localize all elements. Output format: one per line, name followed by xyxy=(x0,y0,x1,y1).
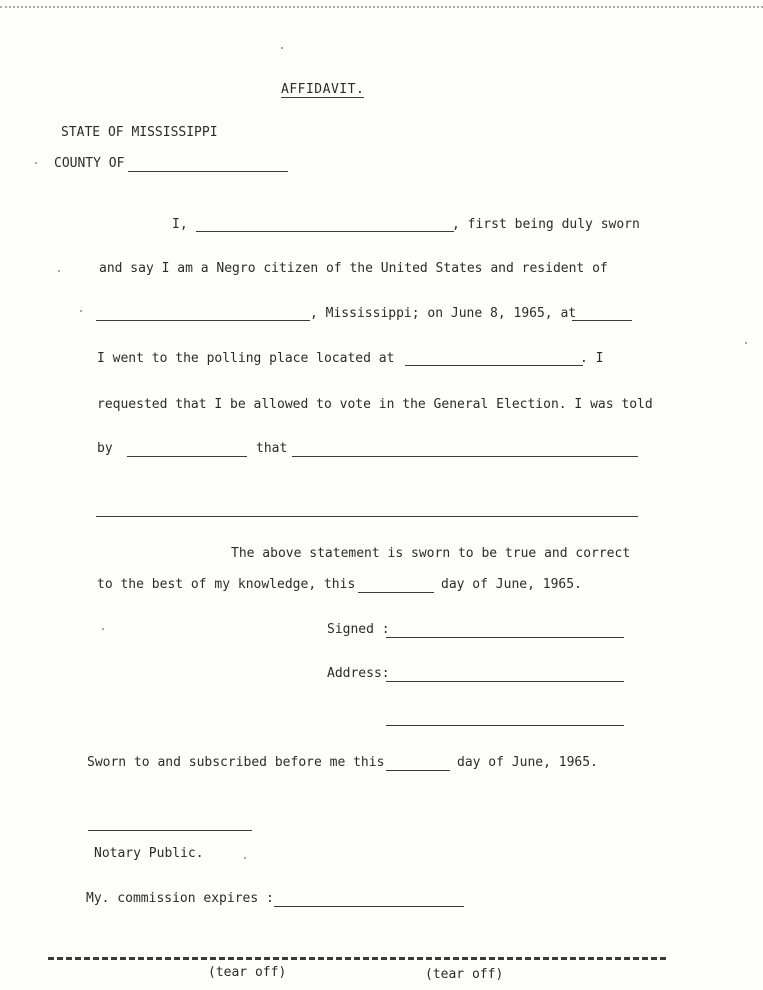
scan-speck xyxy=(35,162,37,164)
address-second-blank[interactable] xyxy=(386,725,624,726)
that-label: that xyxy=(256,441,288,456)
scan-speck xyxy=(244,857,246,859)
reason-continuation-blank[interactable] xyxy=(96,516,638,517)
state-label: STATE OF MISSISSIPPI xyxy=(61,125,218,140)
affiant-name-blank[interactable] xyxy=(196,231,454,232)
polling-place-clause: I went to the polling place located at xyxy=(97,351,395,366)
tear-off-right-label: (tear off) xyxy=(425,967,504,982)
residence-date-clause: , Mississippi; on June 8, 1965, at xyxy=(310,306,577,321)
scan-speck xyxy=(80,310,82,312)
reason-blank[interactable] xyxy=(292,456,638,457)
request-statement: requested that I be allowed to vote in the General Election. I was told xyxy=(97,397,653,412)
sworn-clause: , first being duly sworn xyxy=(452,217,640,232)
scan-speck xyxy=(58,270,60,272)
sworn-date-suffix: day of June, 1965. xyxy=(457,755,598,770)
residence-county-blank[interactable] xyxy=(96,320,310,321)
notary-public-label: Notary Public. xyxy=(94,846,204,861)
knowledge-clause: to the best of my knowledge, this xyxy=(97,577,356,592)
affiant-prefix: I, xyxy=(172,217,188,232)
document-title: AFFIDAVIT. xyxy=(281,82,365,97)
tear-off-line xyxy=(48,957,666,960)
scan-top-edge xyxy=(0,0,763,8)
sworn-subscribed-clause: Sworn to and subscribed before me this xyxy=(87,755,385,770)
statement-day-blank[interactable] xyxy=(358,592,434,593)
citizen-statement: and say I am a Negro citizen of the United States and resident of xyxy=(99,261,608,276)
county-label: COUNTY OF xyxy=(54,156,125,171)
county-blank[interactable] xyxy=(128,171,288,172)
signature-blank[interactable] xyxy=(386,637,624,638)
commission-expires-label: My. commission expires : xyxy=(86,891,274,906)
scan-speck xyxy=(745,342,747,344)
polling-place-suffix: . I xyxy=(580,351,604,366)
commission-expiry-blank[interactable] xyxy=(274,906,464,907)
time-blank[interactable] xyxy=(572,320,632,321)
polling-place-blank[interactable] xyxy=(405,365,583,366)
official-name-blank[interactable] xyxy=(127,456,247,457)
scan-speck xyxy=(102,628,104,630)
signed-label: Signed : xyxy=(327,622,390,637)
told-by-label: by xyxy=(97,441,113,456)
truth-statement: The above statement is sworn to be true and correct xyxy=(231,546,631,561)
tear-off-left-label: (tear off) xyxy=(208,965,287,980)
scan-speck xyxy=(281,47,283,49)
statement-date-suffix: day of June, 1965. xyxy=(441,577,582,592)
sworn-day-blank[interactable] xyxy=(386,770,450,771)
address-blank[interactable] xyxy=(386,681,624,682)
address-label: Address: xyxy=(327,666,390,681)
notary-signature-blank[interactable] xyxy=(88,830,252,831)
